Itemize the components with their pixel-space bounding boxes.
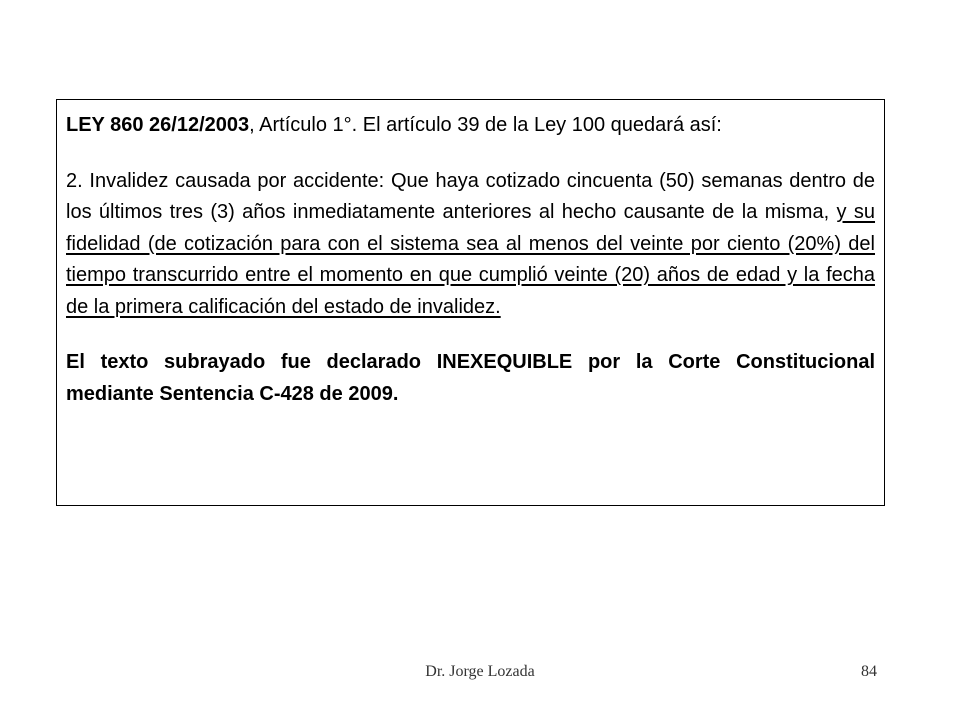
law-heading-paragraph	[66, 110, 875, 142]
law-heading-text: , Artículo 1°. El artículo 39 de la Ley 100 quedará así:	[249, 114, 722, 136]
footer-author: Dr. Jorge Lozada	[425, 663, 535, 680]
article-paragraph	[66, 166, 875, 324]
law-reference: LEY 860 26/12/2003	[66, 114, 250, 136]
article-plain-text: 2. Invalidez causada por accidente: Que haya cotizado cincuenta (50) semanas dentro de los últimos tres (3) años inmediatamente anteriores al hecho causante de la misma,	[66, 169, 875, 223]
content-text-box	[56, 99, 885, 506]
page-number: 84	[861, 663, 877, 680]
article-underlined-text: y su fidelidad (de cotización para con el sistema sea al menos del veinte por ciento (20%) del tiempo transcurrido entre el momento en que cumplió veinte (20) años de edad y la fecha de la primera calificación del estado de invalidez.	[66, 201, 876, 318]
ruling-note: El texto subrayado fue declarado INEXEQUIBLE por la Corte Constitucional mediante Sentencia C-428 de 2009.	[66, 351, 875, 405]
